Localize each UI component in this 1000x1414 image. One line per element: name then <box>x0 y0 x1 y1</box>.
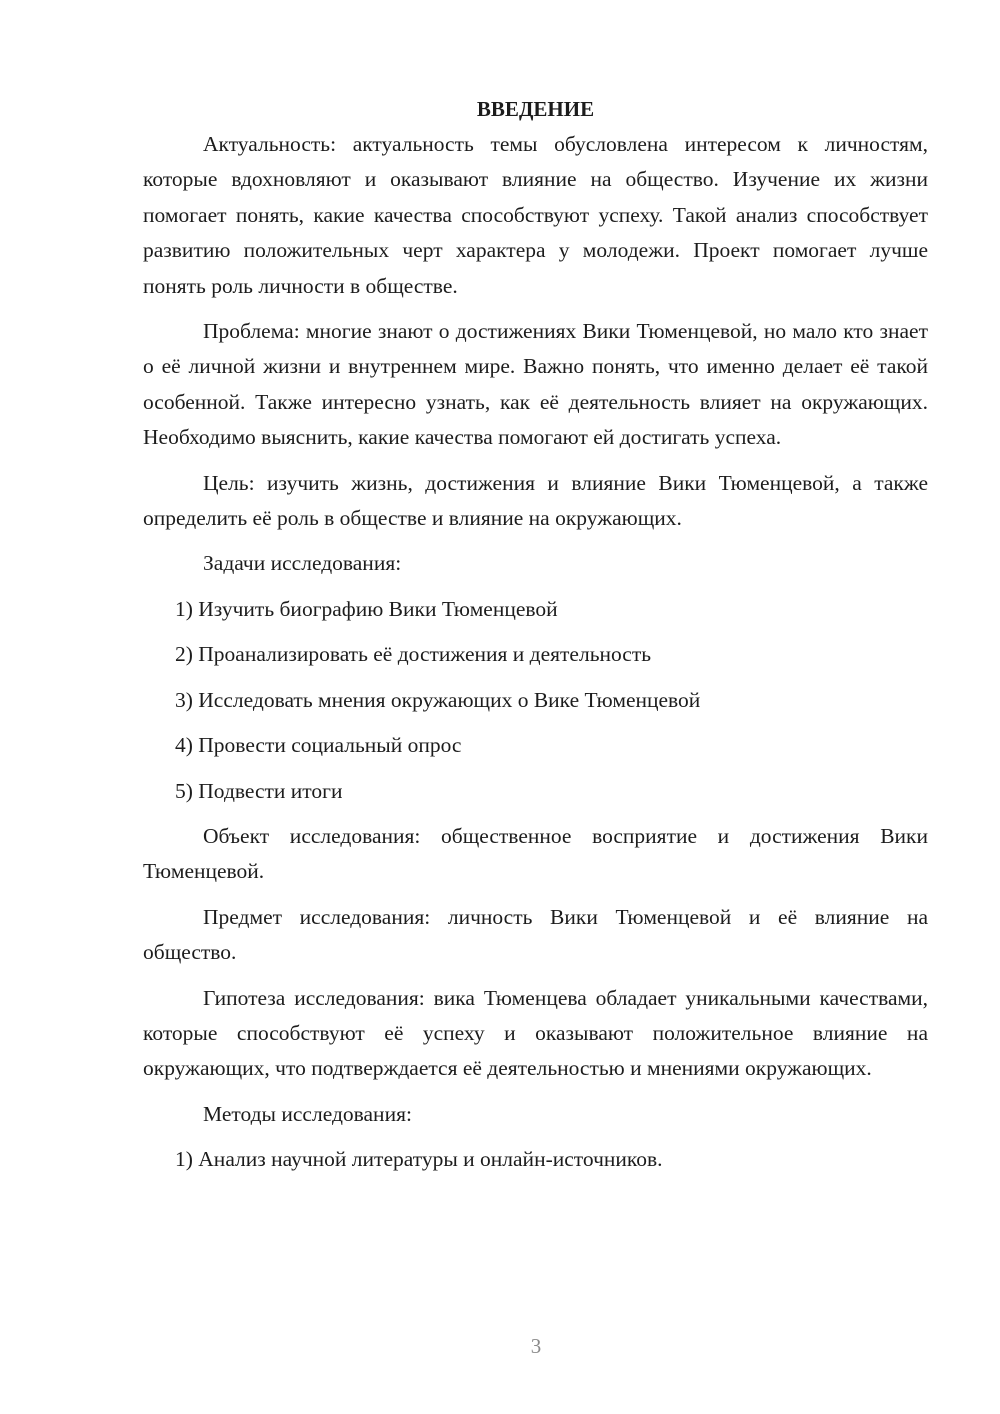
subject-paragraph: Предмет исследования: личность Вики Тюменцевой и её влияние на общество. <box>143 904 928 965</box>
list-item: 1) Изучить биографию Вики Тюменцевой <box>175 596 558 621</box>
list-item: 3) Исследовать мнения окружающих о Вике Тюменцевой <box>175 687 701 712</box>
problem-paragraph: Проблема: многие знают о достижениях Вики Тюменцевой, но мало кто знает о её личной жизни и внутреннем мире. Важно понять, что именно делает её такой особенной. Также интересно узнать, как её деятельность влияет на окружающих. Необходимо выяснить, какие качества помогают ей достигать успеха. <box>143 319 928 450</box>
hypothesis-paragraph: Гипотеза исследования: вика Тюменцева обладает уникальными качествами, которые способствуют её успеху и оказывают положительное влияние на окружающих, что подтверждается её деятельностью и мнениями окружающих. <box>143 985 928 1081</box>
methods-heading: Методы исследования: <box>203 1101 412 1126</box>
object-paragraph: Объект исследования: общественное восприятие и достижения Вики Тюменцевой. <box>143 823 928 884</box>
goal-paragraph: Цель: изучить жизнь, достижения и влияние Вики Тюменцевой, а также определить её роль в обществе и влияние на окружающих. <box>143 470 928 531</box>
list-item: 1) Анализ научной литературы и онлайн-источников. <box>175 1147 663 1172</box>
list-item: 5) Подвести итоги <box>175 778 343 803</box>
tasks-heading: Задачи исследования: <box>203 551 402 576</box>
page-number: 3 <box>530 1334 542 1358</box>
list-item: 4) Провести социальный опрос <box>175 733 462 758</box>
list-item: 2) Проанализировать её достижения и деятельность <box>175 642 652 667</box>
section-title: ВВЕДЕНИЕ <box>476 97 595 121</box>
relevance-paragraph: Актуальность: актуальность темы обусловлена интересом к личностям, которые вдохновляют и оказывают влияние на общество. Изучение их жизни помогает понять, какие качества способствуют успеху. Такой анализ способствует развитию положительных черт характера у молодежи. Проект помогает лучше понять роль личности в обществе. <box>143 132 928 298</box>
document-page <box>143 92 928 1188</box>
tasks-list <box>143 592 928 809</box>
methods-list <box>143 1142 928 1177</box>
